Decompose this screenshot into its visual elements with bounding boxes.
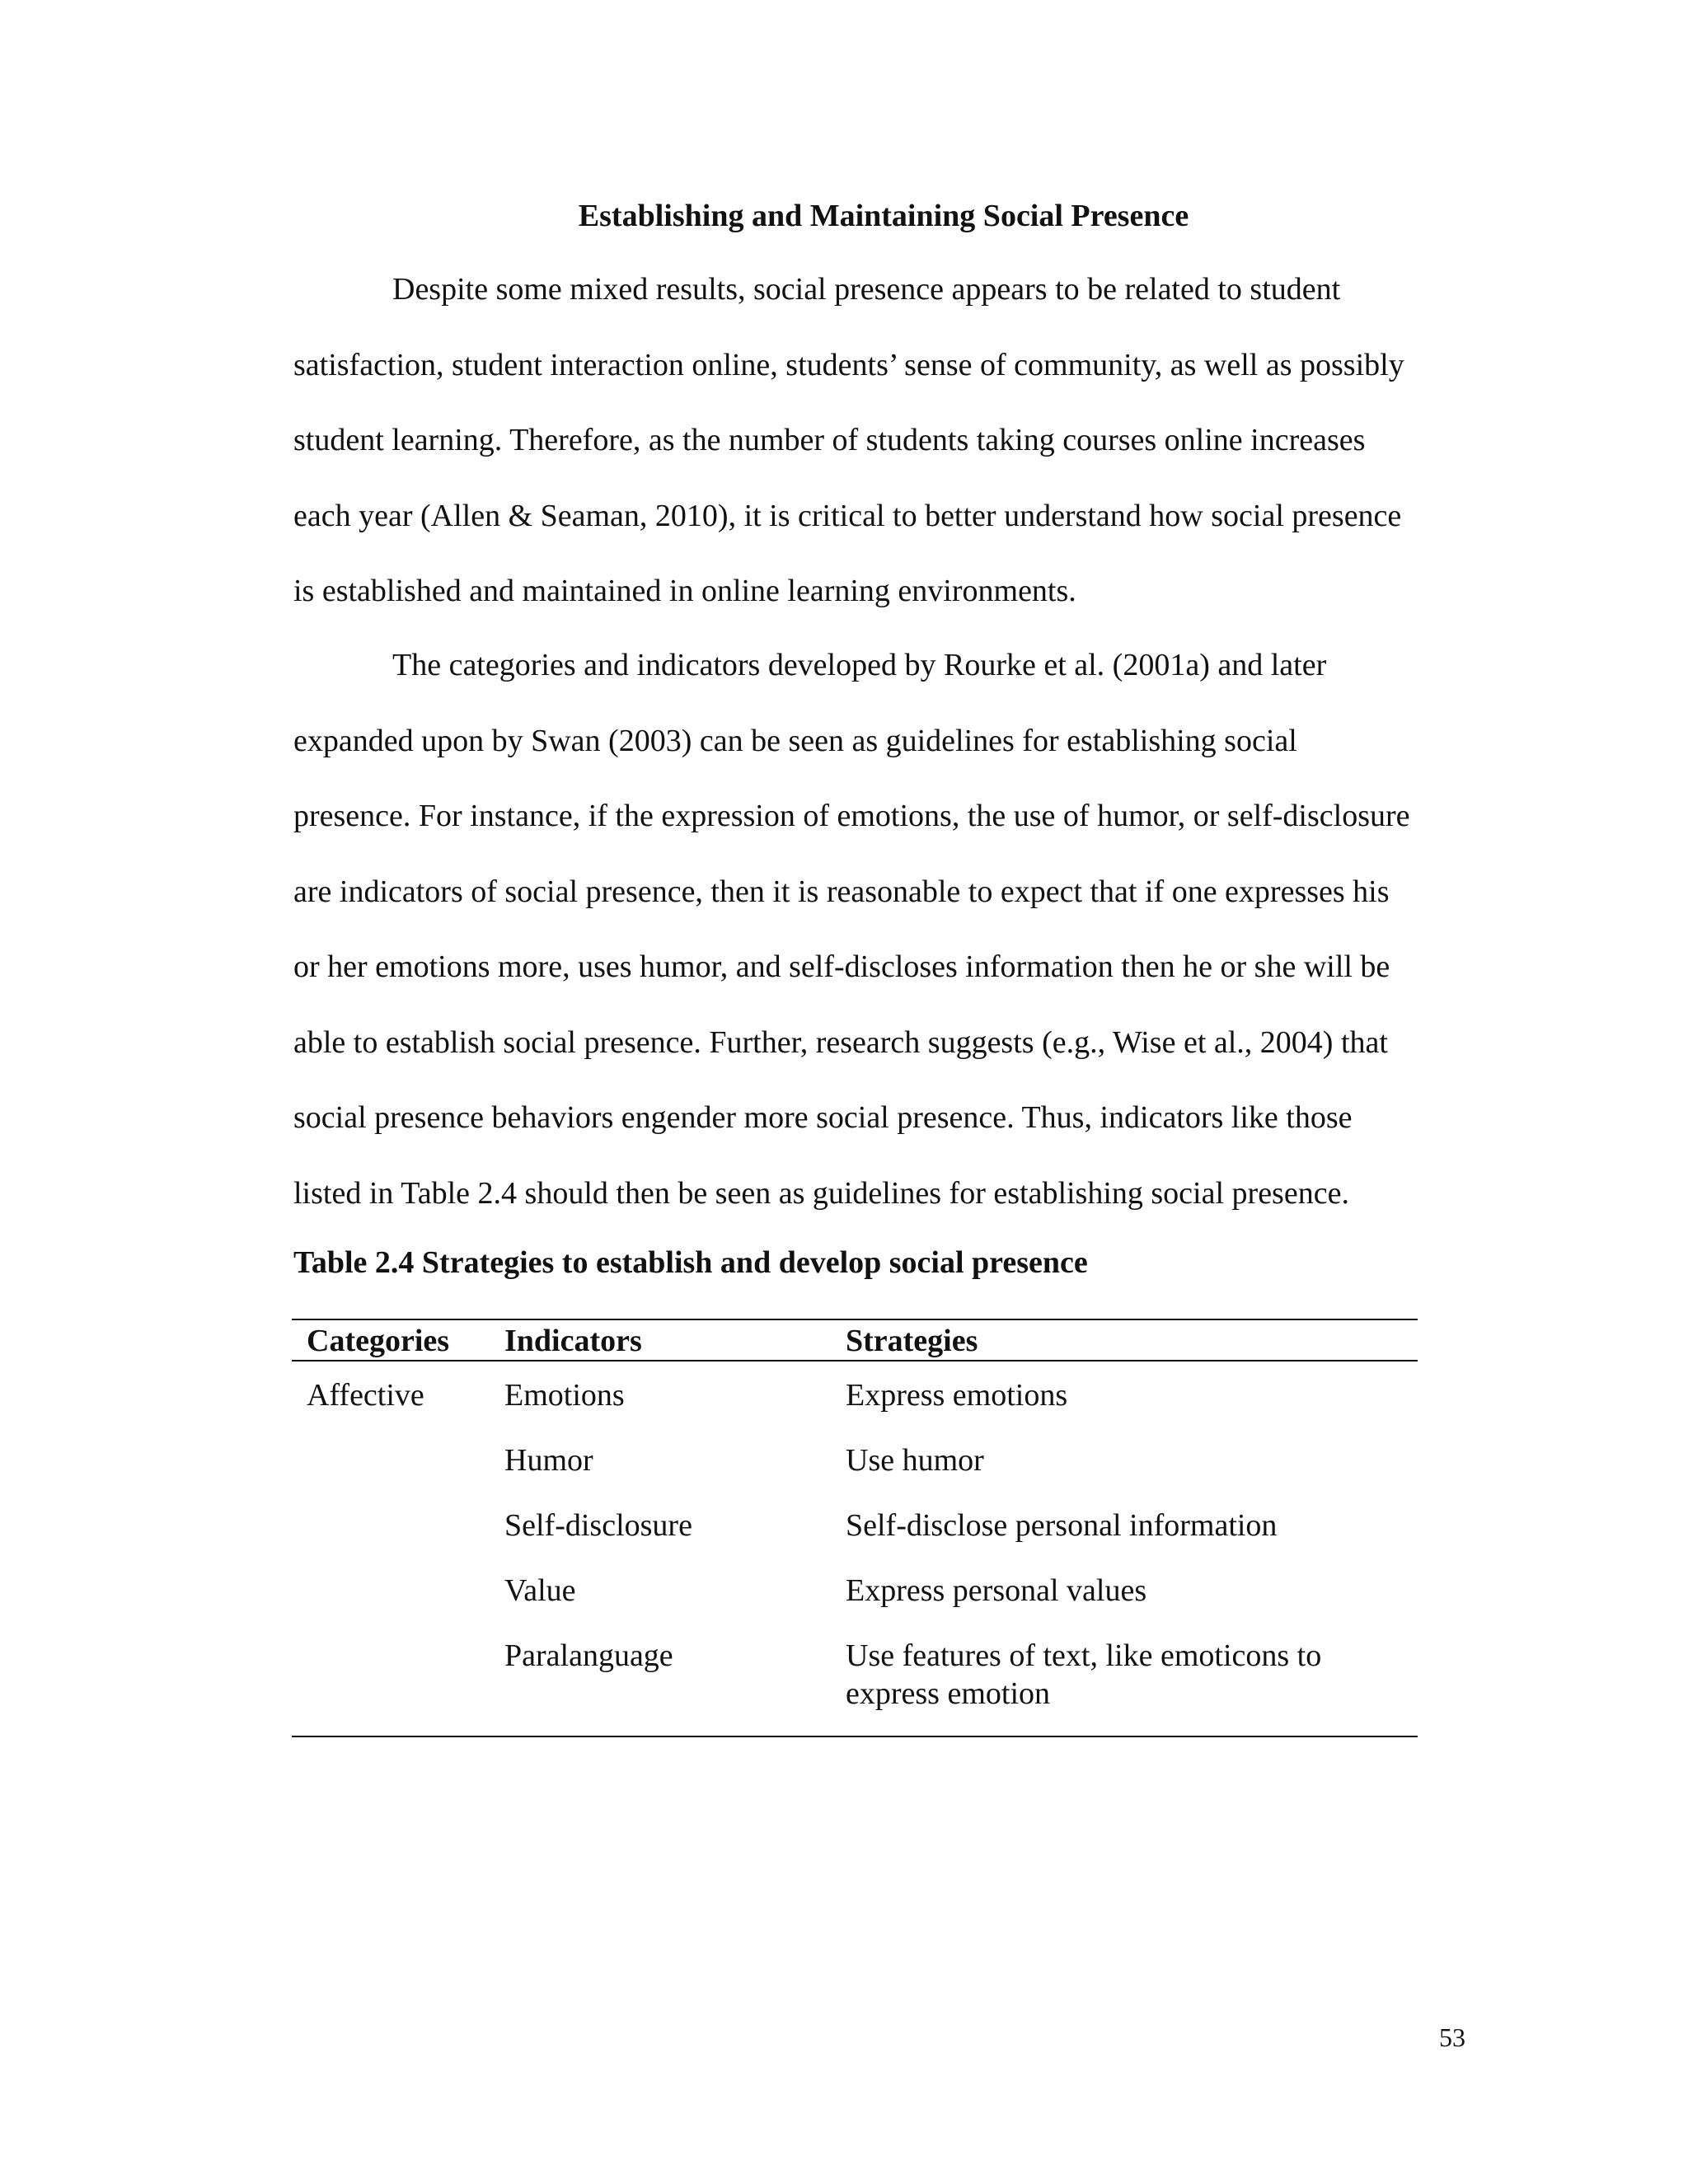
- table-row: [292, 1361, 1418, 1427]
- strategies-table-container: [292, 1319, 1418, 1737]
- cell-strategy: Express personal values: [846, 1573, 1147, 1608]
- paragraph-line: are indicators of social presence, then it is reasonable to expect that if one expresses his: [293, 874, 1390, 909]
- strategies-table: [292, 1319, 1418, 1737]
- cell-category: [292, 1492, 504, 1557]
- section-heading: Establishing and Maintaining Social Presence: [578, 199, 1189, 233]
- page-number: 53: [1439, 2022, 1465, 2052]
- header-indicators: Indicators: [504, 1319, 846, 1361]
- paragraph-line: listed in Table 2.4 should then be seen as guidelines for establishing social presence.: [293, 1175, 1349, 1211]
- cell-indicator: Emotions: [504, 1378, 625, 1413]
- cell-category: [292, 1622, 504, 1736]
- cell-strategy: Express emotions: [846, 1378, 1068, 1413]
- table-caption: Table 2.4 Strategies to establish and develop social presence: [293, 1245, 1088, 1280]
- cell-category: [292, 1427, 504, 1492]
- paragraph-line: presence. For instance, if the expression of emotions, the use of humor, or self-disclosure: [293, 799, 1410, 833]
- cell-strategy: Use humor: [846, 1443, 984, 1478]
- cell-indicator: Humor: [504, 1443, 593, 1478]
- cell-category: [292, 1557, 504, 1622]
- cell-indicator: Self-disclosure: [504, 1508, 692, 1543]
- table-row: [292, 1427, 1418, 1492]
- cell-strategy: Self-disclose personal information: [846, 1508, 1278, 1543]
- table-row: [292, 1622, 1418, 1736]
- cell-indicator: Value: [504, 1573, 576, 1608]
- table-row: [292, 1492, 1418, 1557]
- cell-strategy: Use features of text, like emoticons to express emotion: [846, 1622, 1418, 1736]
- paragraph-line: satisfaction, student interaction online, students’ sense of community, as well as possibly: [293, 347, 1404, 382]
- paragraph-line: student learning. Therefore, as the number of students taking courses online increases: [293, 423, 1366, 457]
- paragraph-line: able to establish social presence. Further, research suggests (e.g., Wise et al., 2004) that: [293, 1024, 1388, 1060]
- paragraph-line: each year (Allen & Seaman, 2010), it is critical to better understand how social presence: [293, 498, 1402, 533]
- cell-indicator: Paralanguage: [504, 1622, 846, 1736]
- header-categories: Categories: [292, 1319, 504, 1361]
- cell-category: Affective: [307, 1378, 424, 1413]
- paragraph-line: social presence behaviors engender more social presence. Thus, indicators like those: [293, 1100, 1353, 1135]
- table-header-row: [292, 1319, 1418, 1361]
- paragraph-2: [293, 628, 1474, 1231]
- header-strategies: Strategies: [846, 1319, 1418, 1361]
- paragraph-line: or her emotions more, uses humor, and self-discloses information then he or she will be: [293, 949, 1390, 984]
- paragraph-line: The categories and indicators developed by Rourke et al. (2001a) and later: [392, 648, 1327, 682]
- paragraph-line: expanded upon by Swan (2003) can be seen as guidelines for establishing social: [293, 723, 1297, 758]
- paragraph-line: is established and maintained in online learning environments.: [293, 574, 1076, 608]
- paragraph-1: [293, 252, 1474, 630]
- table-row: [292, 1557, 1418, 1622]
- paragraph-line: Despite some mixed results, social presence appears to be related to student: [392, 272, 1341, 307]
